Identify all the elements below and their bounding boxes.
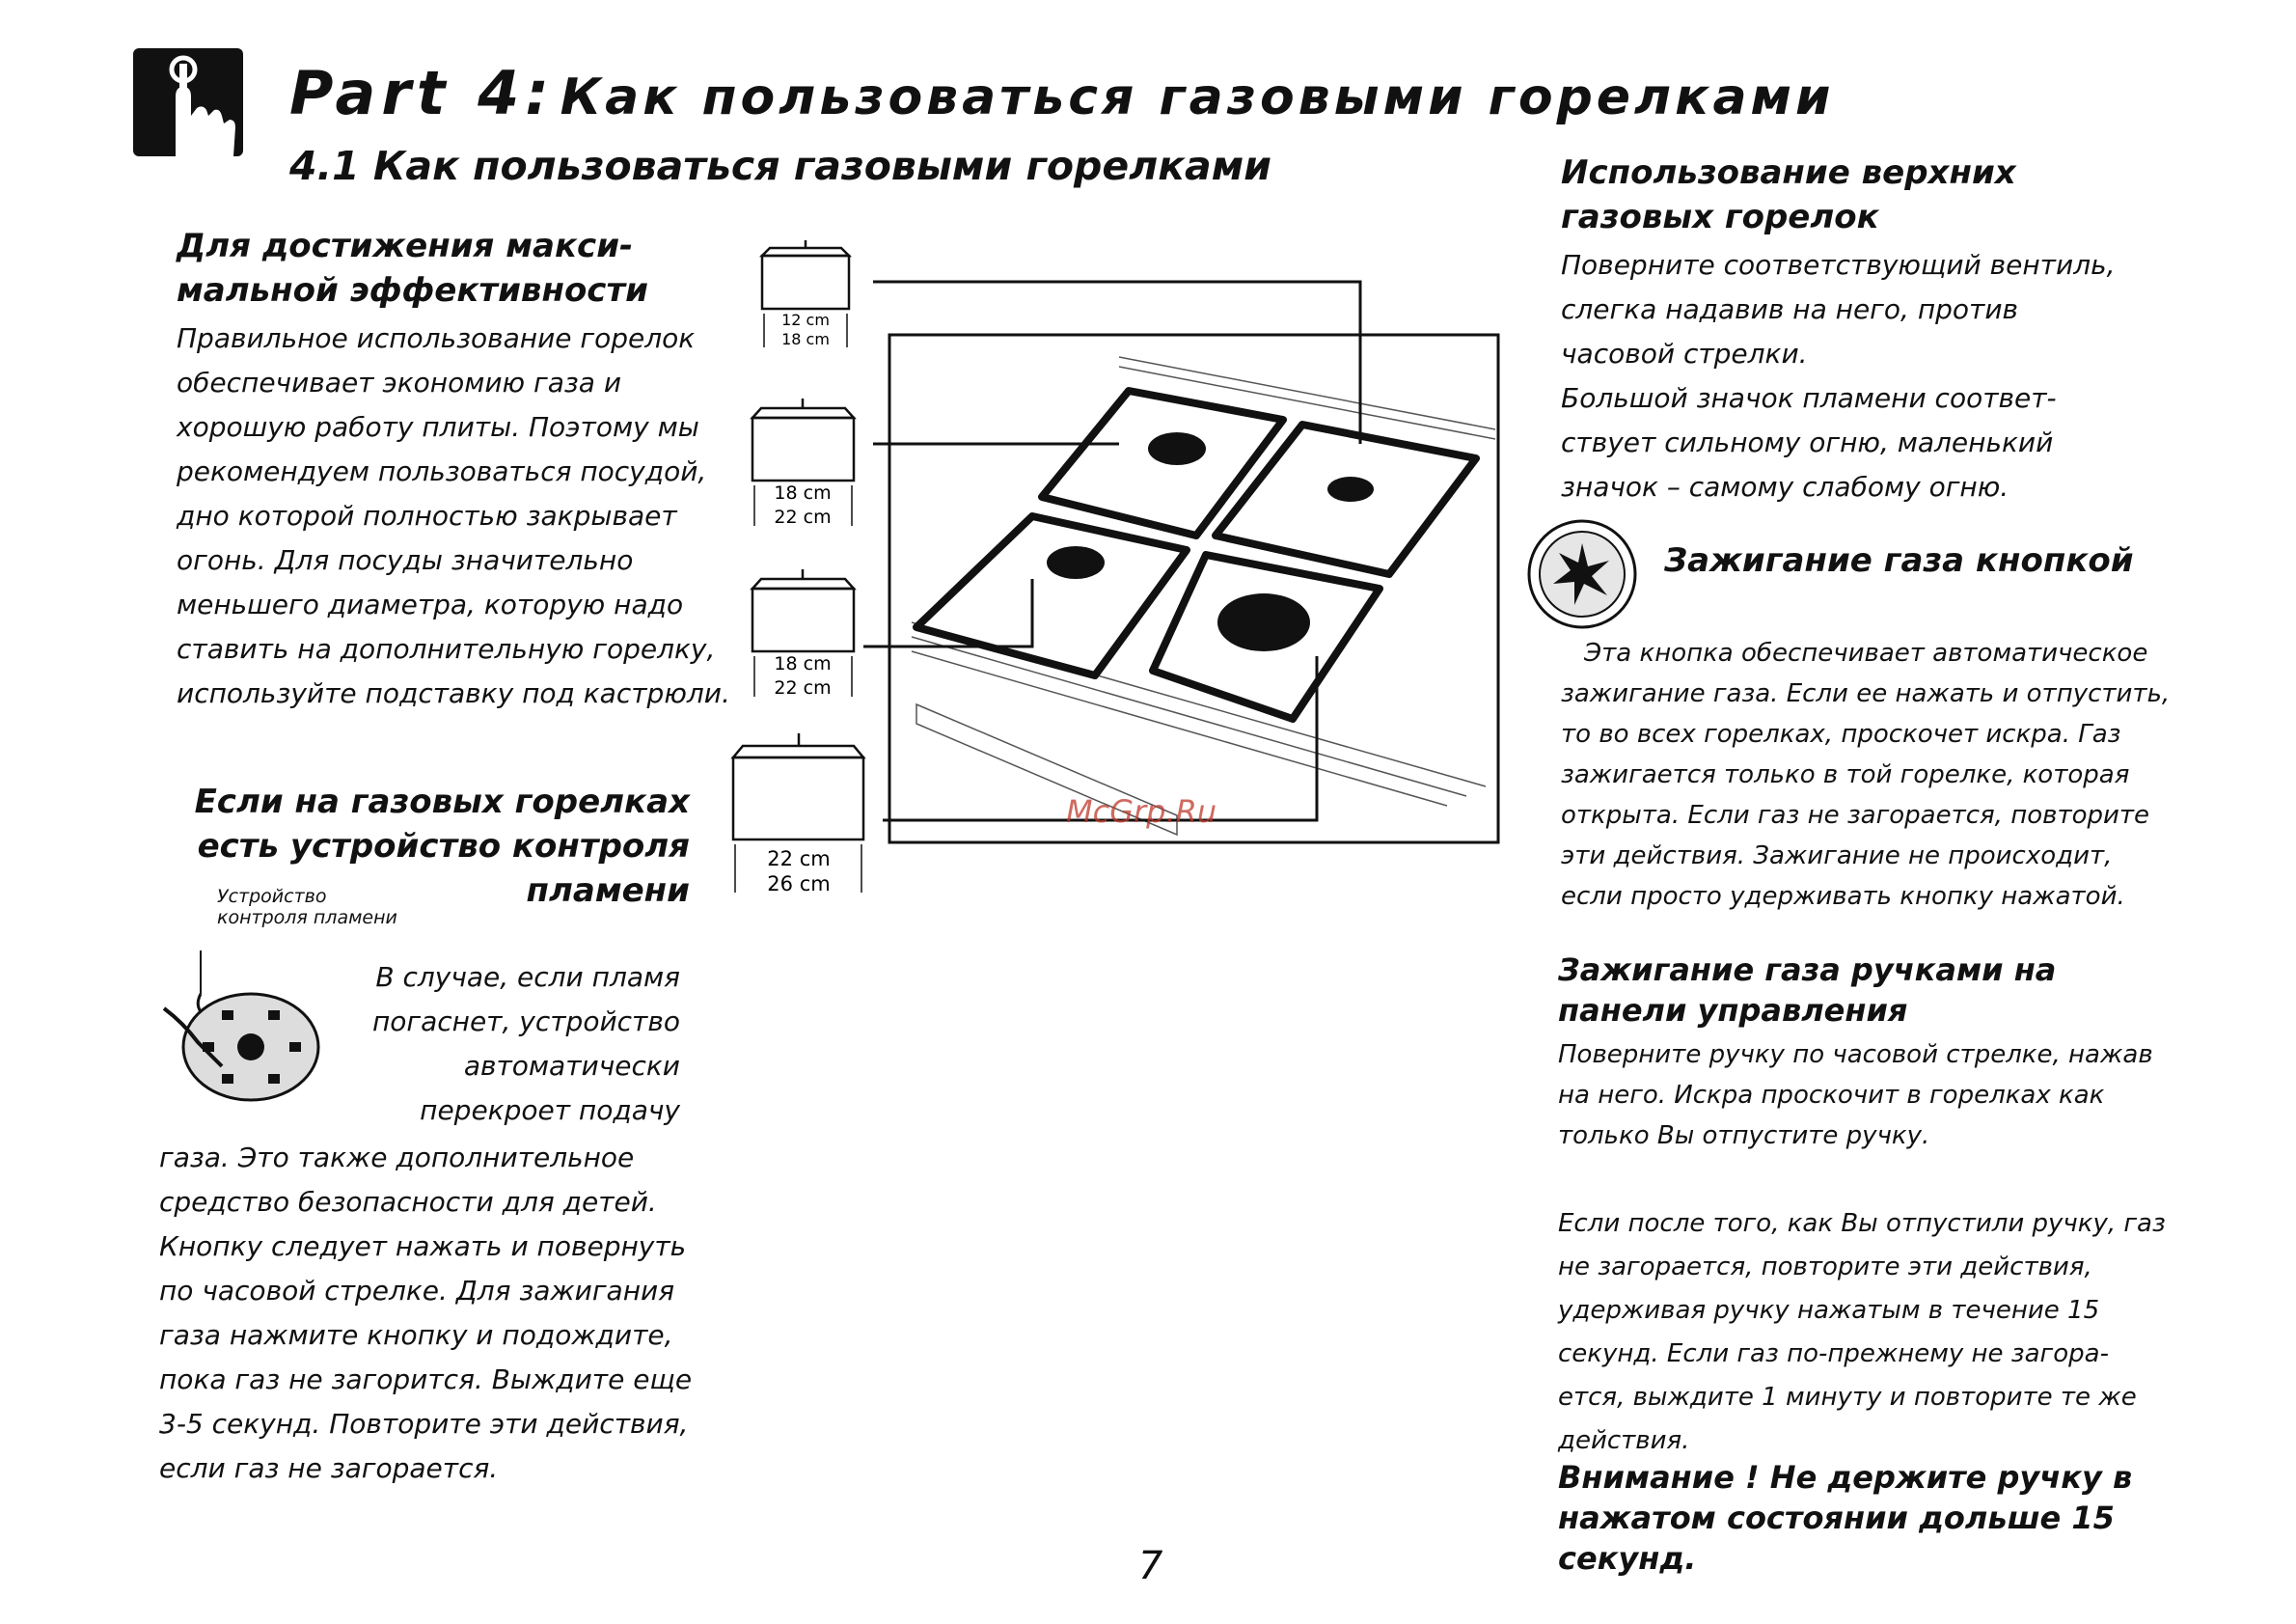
pan-2-small-label: 18 cm (774, 482, 832, 504)
button-ignition-text: Эта кнопка обеспечивает автоматическое зажигание газа. Если ее нажать и отпустить, то во всех горелках, проскочет искра. Газ зажигается только в той горелке, которая открыта. Если газ не загорается, повторите эти действия. Зажигание не происходит, если просто удерживать кнопку нажатой. (1561, 639, 2171, 911)
flame-control-text-indented: В случае, если пламя погаснет, устройство автоматически перекроет подачу (371, 961, 680, 1126)
pan-3-small-label: 18 cm (774, 653, 832, 674)
knob-ignition-text-2: Если после того, как Вы отпустили ручку, газ не загорается, повторите эти действия, удерживая ручку нажатым в течение 15 секунд. Если газ по-прежнему не загора- ется, выждите 1 минуту и повторите те же действия. (1558, 1209, 2166, 1455)
pan-1-icon (762, 240, 849, 309)
efficiency-heading: Для достижения макси- мальной эффективности (177, 227, 648, 310)
hand-press-icon (133, 48, 243, 156)
pan-4-large-label: 26 cm (767, 872, 831, 895)
knob-warning: Внимание ! Не держите ручку в нажатом состоянии дольше 15 секунд. (1558, 1459, 2133, 1577)
pan-2-icon (752, 399, 854, 481)
pan-1-large-label: 18 cm (781, 330, 830, 348)
flame-control-heading: Если на газовых горелках есть устройство контроля пламени (194, 783, 690, 910)
part-heading: Как пользоваться газовыми горелками (560, 69, 1835, 126)
top-burners-heading: Использование верхних газовых горелок (1561, 153, 2016, 236)
button-ignition-heading: Зажигание газа кнопкой (1664, 541, 2134, 580)
pan-1-small-label: 12 cm (781, 311, 830, 329)
top-burners-text: Поверните соответствующий вентиль, слегка надавив на него, против часовой стрелки. Большой значок пламени соответ- ствует сильному огню, маленький значок – самому слабому огню. (1561, 249, 2116, 503)
pan-3-large-label: 22 cm (774, 677, 832, 699)
efficiency-text: Правильное использование горелок обеспечивает экономию газа и хорошую работу плиты. Поэтому мы рекомендуем пользоваться посудой, дно которой полностью закрывает огонь. Для посуды значительно меньшего диаметра, которую надо ставить на дополнительную горелку, используйте подставку под кастрюли. (177, 322, 730, 709)
device-label: Устройство контроля пламени (217, 886, 397, 928)
watermark: McGrp.Ru (1066, 793, 1217, 830)
part-title (289, 58, 1834, 128)
ignition-button-icon (1524, 516, 1640, 632)
section-title: 4.1 Как пользоваться газовыми горелками (289, 143, 1271, 189)
pan-2-large-label: 22 cm (774, 507, 832, 528)
knob-ignition-text: Поверните ручку по часовой стрелке, нажав на него. Искра проскочит в горелках как только Вы отпустите ручку. (1558, 1040, 2153, 1150)
page-number: 7 (1138, 1544, 1163, 1588)
knob-ignition-heading: Зажигание газа ручками на панели управления (1558, 951, 2057, 1029)
flame-sensor-icon (154, 950, 333, 1115)
leader-lines (844, 251, 1384, 849)
part-label: Part 4: (289, 58, 556, 128)
pan-3-icon (752, 569, 854, 651)
flame-control-text: газа. Это также дополнительное средство безопасности для детей. Кнопку следует нажать и повернуть по часовой стрелке. Для зажигания газа нажмите кнопку и подождите, пока газ не загорится. Выждите еще 3-5 секунд. Повторите эти действия, если газ не загорается. (159, 1142, 693, 1484)
pan-4-small-label: 22 cm (767, 847, 831, 870)
